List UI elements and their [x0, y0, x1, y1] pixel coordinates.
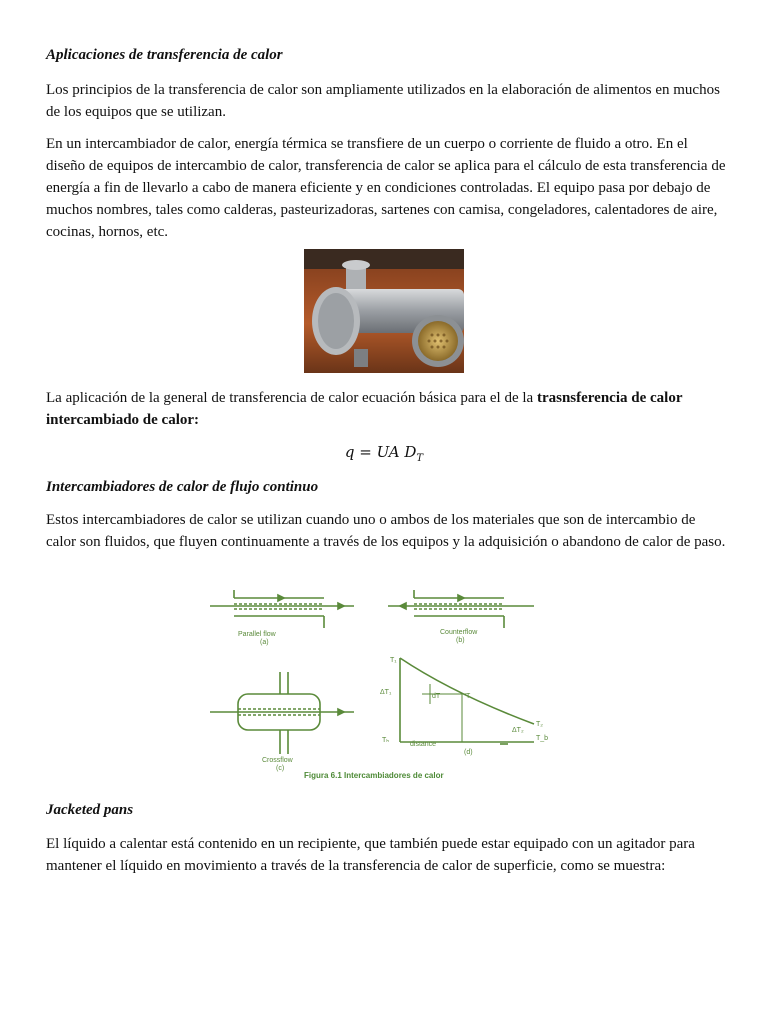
heat-transfer-equation [0, 441, 768, 470]
label-tb: T_b [536, 735, 549, 742]
paragraph-intro: Los principios de la transferencia de calor son ampliamente utilizados en la elaboración de alimentos en muchos de los equipos que se utilizan. [46, 82, 720, 120]
label-a: (a) [260, 639, 269, 646]
label-crossflow: Crossflow [262, 757, 293, 764]
label-t2: T₂ [536, 721, 543, 728]
paragraph-aplicacion-ecuacion [46, 387, 726, 431]
label-d: (d) [464, 749, 473, 756]
equation-main: q = UA D [344, 443, 417, 461]
paragraph-flujo-continuo: Estos intercambiadores de calor se utilizan cuando uno o ambos de los materiales que son de intercambio de calor son fluidos, que fluyen continuamente a través de los equipos y la adquisición o abandono de calor de paso. [46, 512, 726, 550]
figure-caption: Figura 6.1 Intercambiadores de calor [304, 771, 444, 780]
paragraph-jacketed-pans: El líquido a calentar está contenido en un recipiente, que también puede estar equipado con un agitador para mantener el líquido en movimiento a través de la transferencia de calor de superficie, como se muestra: [46, 836, 695, 874]
label-distance: distance [410, 741, 437, 748]
equation-subscript: T [416, 453, 424, 464]
label-dt1: ΔT₁ [380, 689, 392, 696]
label-parallel-flow: Parallel flow [238, 631, 276, 638]
section-heading-jacketed-pans: Jacketed pans [46, 802, 134, 818]
section-heading-flujo-continuo: Intercambiadores de calor de flujo continuo [46, 479, 319, 495]
label-c: (c) [276, 765, 285, 772]
label-b: (b) [456, 637, 465, 644]
paragraph-text: La aplicación de la general de transferencia de calor ecuación básica para el de la [46, 390, 537, 406]
label-counterflow: Counterflow [440, 629, 478, 636]
section-heading-aplicaciones: Aplicaciones de transferencia de calor [46, 47, 283, 63]
paragraph-bold-text: trasnsferencia de calor intercambiado de calor: [46, 390, 683, 428]
label-t: T [466, 693, 471, 700]
heat-exchanger-diagram [204, 584, 564, 784]
label-dt2: ΔT₂ [512, 727, 524, 734]
label-dt: dT [432, 693, 441, 700]
heat-exchanger-photo [304, 249, 464, 373]
label-t1: T₁ [390, 657, 397, 664]
paragraph-intercambiador: En un intercambiador de calor, energía térmica se transfiere de un cuerpo o corriente de fluido a otro. En el diseño de equipos de intercambio de calor, transferencia de calor se aplica para el cálculo de esta transferencia de energía a fin de llevarlo a cabo de manera eficiente y en condiciones controladas. El equipo pasa por debajo de muchos nombres, tales como calderas, pasteurizadoras, sartenes con camisa, congeladores, calentadores de aire, cocinas, hornos, etc. [46, 136, 726, 240]
label-th: Tₕ [382, 737, 390, 744]
